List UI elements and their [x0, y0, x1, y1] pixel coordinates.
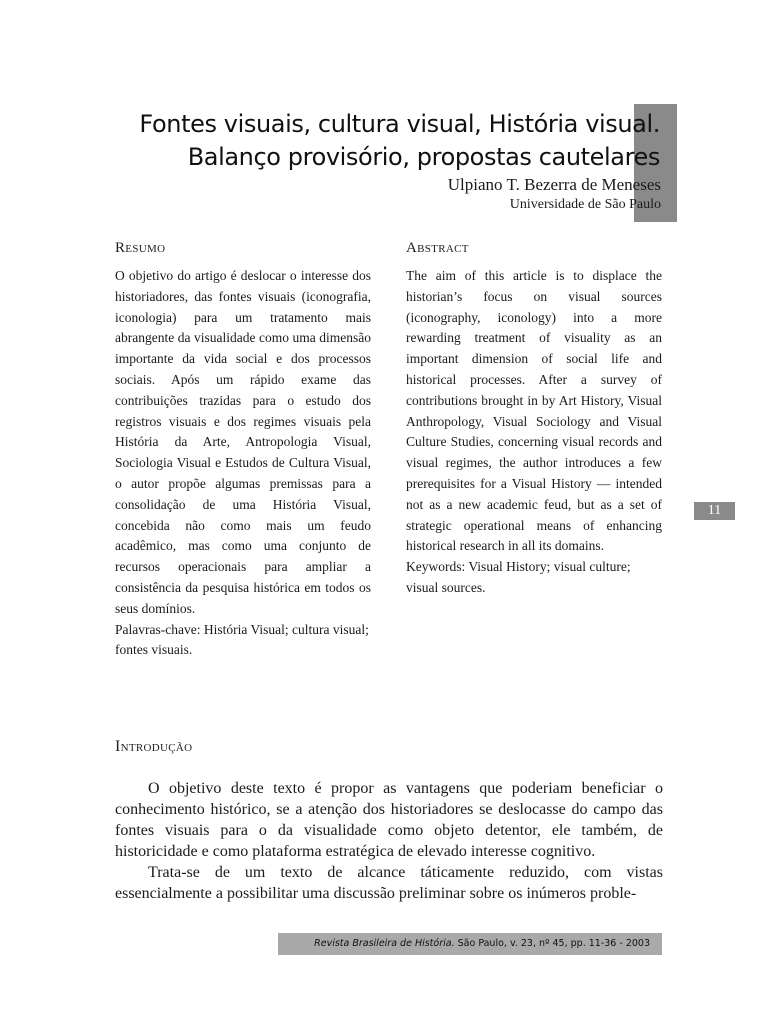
- title-line-2: Balanço provisório, propostas cautelares: [187, 143, 660, 171]
- page-number: 11: [694, 502, 735, 520]
- abstract-heading: Abstract: [406, 240, 469, 256]
- author-name: Ulpiano T. Bezerra de Meneses: [447, 175, 661, 194]
- journal-name: Revista Brasileira de História.: [314, 938, 455, 949]
- introducao-section: [115, 778, 663, 904]
- resumo-heading: Resumo: [115, 240, 166, 256]
- resumo-keywords: Palavras-chave: História Visual; cultura visual; fontes visuais.: [115, 621, 369, 658]
- introducao-paragraph-2: Trata-se de um texto de alcance táticamente reduzido, com vistas essencialmente a possibilitar uma discussão preliminar sobre os inúmeros proble-: [115, 864, 663, 902]
- citation-details: São Paulo, v. 23, nº 45, pp. 11-36 - 2003: [454, 938, 650, 949]
- journal-citation-footer: [278, 933, 662, 955]
- abstract-keywords: Keywords: Visual History; visual culture; visual sources.: [406, 559, 631, 595]
- introducao-heading: Introdução: [115, 738, 193, 755]
- resumo-body: O objetivo do artigo é deslocar o interesse dos historiadores, das fontes visuais (iconografia, iconologia) para um tratamento mais abrangente da visualidade como uma dimensão importante da vida social e dos processos sociais. Após um rápido exame das contribuições trazidas para o estudo dos registros visuais e dos regimes visuais pela História da Arte, Antropologia Visual, Sociologia Visual e Estudos de Cultura Visual, o autor propõe algumas premissas para a consolidação de uma História Visual, concebida não como mais um feudo acadêmico, mas como uma conjunto de recursos operacionais para ampliar a consistência da pesquisa histórica em todos os seus domínios.: [115, 268, 371, 616]
- article-title: [100, 108, 660, 174]
- author-affiliation: Universidade de São Paulo: [509, 197, 661, 212]
- resumo-section: [115, 266, 371, 661]
- introducao-paragraph-1: O objetivo deste texto é propor as vantagens que poderiam beneficiar o conhecimento histórico, se a atenção dos historiadores se deslocasse do campo das fontes visuais para o da visualidade como objeto detentor, ele também, de historicidade e como plataforma estratégica de elevado interesse cognitivo.: [115, 780, 663, 860]
- abstract-section: [406, 266, 662, 599]
- abstract-body: The aim of this article is to displace the historian’s focus on visual sources (iconography, iconology) into a more rewarding treatment of visuality as an important dimension of social life and historical processes. After a survey of contributions brought in by Art History, Visual Anthropology, Visual Sociology and Visual Culture Studies, concerning visual records and visual regimes, the author introduces a few prerequisites for a Visual History — intended not as a new academic feud, but as a set of strategic operational means of enhancing historical research in all its domains.: [406, 268, 662, 554]
- title-line-1: Fontes visuais, cultura visual, História visual.: [139, 110, 660, 138]
